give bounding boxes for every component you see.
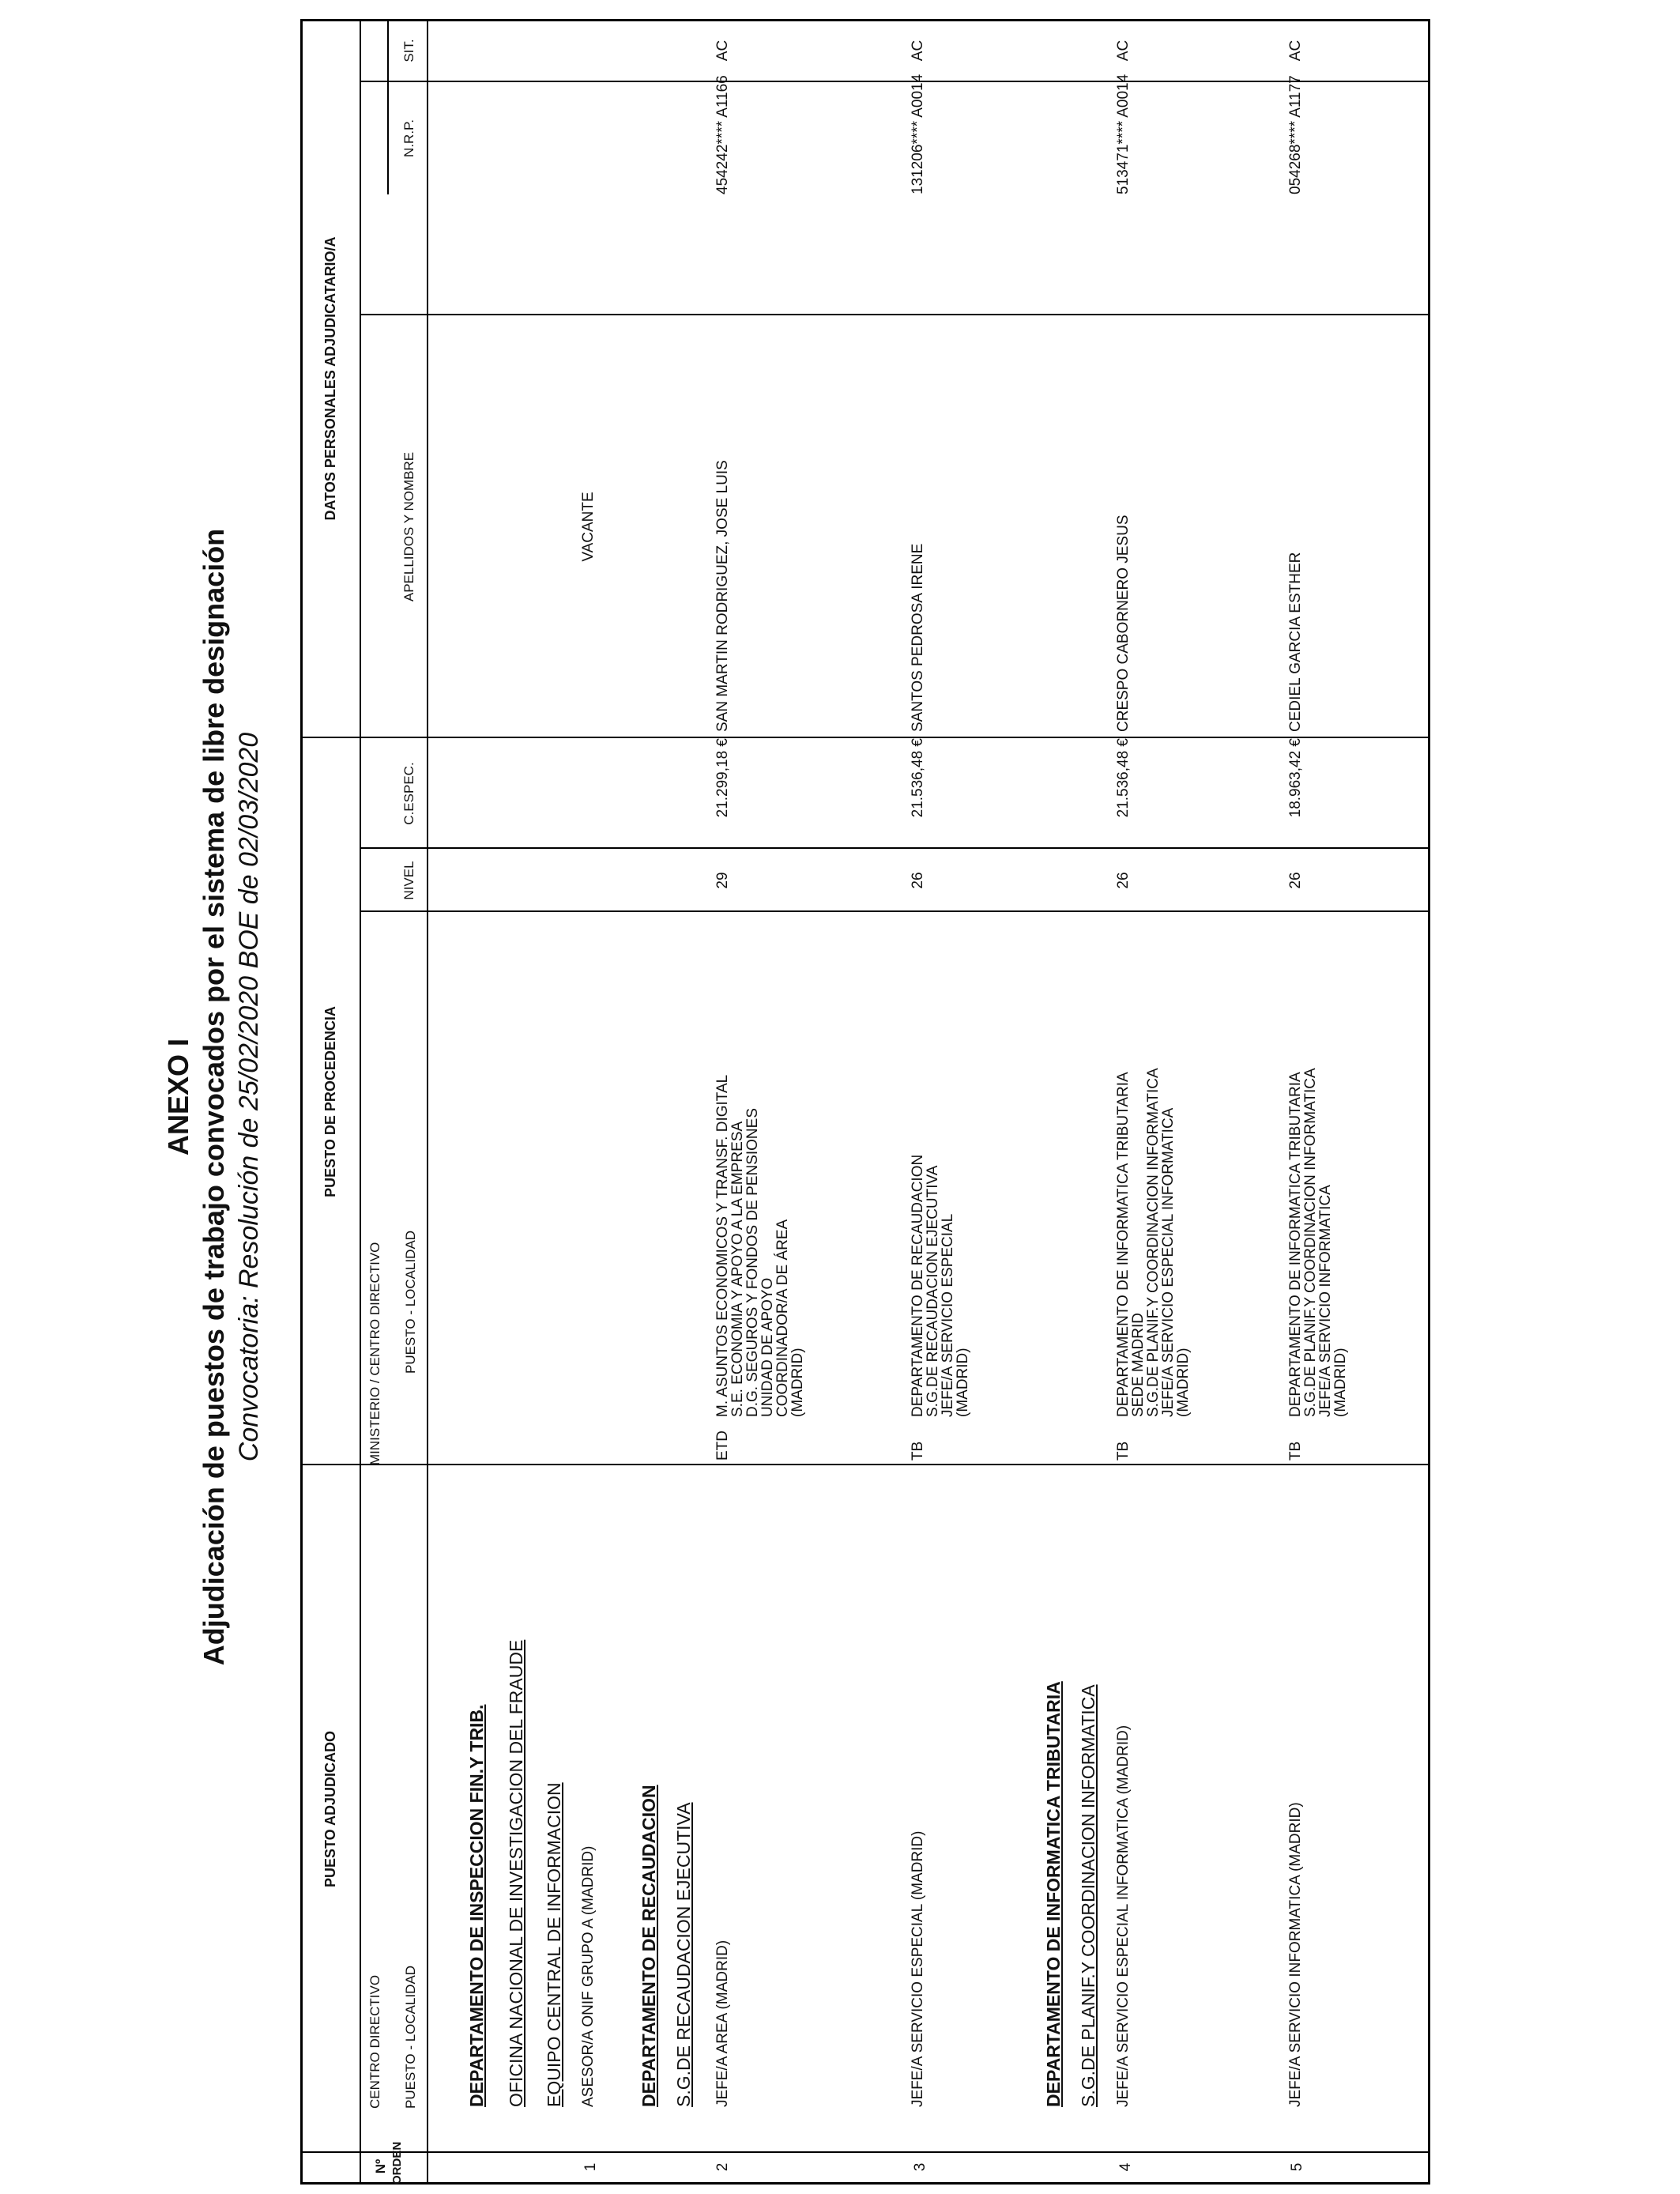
- col-nrp: N.R.P.: [401, 119, 416, 157]
- row2-nrp: 454242**** A1166: [714, 75, 731, 194]
- rule-nrp-sit: [387, 19, 389, 194]
- col-orden-2: ORDEN: [390, 2141, 404, 2185]
- col-puesto-localidad-proc: PUESTO - LOCALIDAD: [403, 1230, 418, 1374]
- row4-nivel: 26: [1115, 872, 1132, 889]
- rule-group-header: [360, 19, 361, 2185]
- row3-nivel: 26: [910, 872, 926, 889]
- row2-procedencia: M. ASUNTOS ECONOMICOS Y TRANSF. DIGITAL S.E. ECONOMIA Y APOYO A LA EMPRESA D.G. SEGUROS Y FONDOS DE PENSIONES UNIDAD DE APOYO COORDINADOR/A DE ÁREA (MADRID): [714, 1074, 806, 1417]
- row2-cespec: 21.299,18 €: [714, 738, 731, 818]
- row5-puesto: JEFE/A SERVICIO INFORMATICA (MADRID): [1287, 1802, 1304, 2107]
- row2-tipo: ETD: [714, 1431, 731, 1461]
- row4-nrp: 513471**** A0014: [1115, 74, 1132, 194]
- row2-nivel: 29: [714, 872, 731, 889]
- section-dept-informatica: DEPARTAMENTO DE INFORMATICA TRIBUTARIA: [1043, 1681, 1064, 2107]
- row1-nombre: VACANTE: [580, 492, 597, 562]
- rule-orden: [300, 2151, 1430, 2153]
- rule-column-header: [427, 19, 428, 2185]
- row5-sit: AC: [1287, 40, 1304, 62]
- col-centro-directivo: CENTRO DIRECTIVO: [367, 1974, 382, 2109]
- rule-cespec: [300, 737, 1430, 738]
- row5-nombre: CEDIEL GARCIA ESTHER: [1287, 552, 1304, 732]
- section-equipo-central: EQUIPO CENTRAL DE INFORMACION: [544, 1782, 564, 2107]
- rule-nombre: [360, 314, 1430, 315]
- row1-orden: 1: [582, 2162, 599, 2172]
- row4-procedencia: DEPARTAMENTO DE INFORMATICA TRIBUTARIA SEDE MADRID S.G.DE PLANIF.Y COORDINACION INFORMATICA JEFE/A SERVICIO ESPECIAL INFORMATICA (MADRID): [1115, 1068, 1192, 1417]
- row2-nombre: SAN MARTIN RODRIGUEZ, JOSE LUIS: [714, 460, 731, 732]
- page-title: ANEXO I: [162, 1038, 194, 1156]
- row5-nivel: 26: [1287, 872, 1304, 889]
- row4-tipo: TB: [1115, 1441, 1132, 1461]
- row3-nrp: 131206**** A0014: [910, 74, 926, 194]
- row3-procedencia: DEPARTAMENTO DE RECAUDACION S.G.DE RECAUDACION EJECUTIVA JEFE/A SERVICIO ESPECIAL (MADRID): [910, 1154, 971, 1417]
- row5-procedencia: DEPARTAMENTO DE INFORMATICA TRIBUTARIA S.G.DE PLANIF.Y COORDINACION INFORMATICA JEFE/A SERVICIO INFORMATICA (MADRID): [1287, 1068, 1349, 1417]
- col-ministerio-centro: MINISTERIO / CENTRO DIRECTIVO: [367, 1242, 382, 1465]
- row2-sit: AC: [714, 40, 731, 62]
- row3-tipo: TB: [910, 1441, 926, 1461]
- row5-nrp: 054268**** A1177: [1287, 75, 1304, 194]
- row3-puesto: JEFE/A SERVICIO ESPECIAL (MADRID): [910, 1830, 926, 2107]
- section-dept-inspeccion: DEPARTAMENTO DE INSPECCION FIN.Y TRIB.: [466, 1704, 487, 2107]
- col-sit: SIT.: [401, 39, 416, 62]
- page-subtitle: Adjudicación de puestos de trabajo convocados por el sistema de libre designación: [198, 528, 230, 1666]
- col-puesto-localidad: PUESTO - LOCALIDAD: [403, 1965, 418, 2109]
- row5-cespec: 18.963,42 €: [1287, 738, 1304, 818]
- row4-puesto: JEFE/A SERVICIO ESPECIAL INFORMATICA (MADRID): [1115, 1725, 1132, 2107]
- rule-procedencia: [360, 910, 1430, 912]
- row4-orden: 4: [1117, 2162, 1134, 2172]
- row2-orden: 2: [714, 2162, 731, 2172]
- row1-puesto: ASESOR/A ONIF GRUPO A (MADRID): [580, 1845, 597, 2107]
- section-onif: OFICINA NACIONAL DE INVESTIGACION DEL FRAUDE: [506, 1639, 526, 2107]
- row3-cespec: 21.536,48 €: [910, 738, 926, 818]
- section-sg-recaudacion: S.G.DE RECAUDACION EJECUTIVA: [673, 1802, 694, 2107]
- rule-nivel: [360, 847, 1430, 849]
- group-puesto-adjudicado: PUESTO ADJUDICADO: [322, 1730, 338, 1888]
- row5-tipo: TB: [1287, 1441, 1304, 1461]
- convocatoria-line: Convocatoria: Resolución de 25/02/2020 BOE de 02/03/2020: [234, 732, 264, 1462]
- row5-orden: 5: [1289, 2162, 1305, 2172]
- section-sg-planif: S.G.DE PLANIF.Y COORDINACION INFORMATICA: [1078, 1684, 1098, 2107]
- col-apellidos-nombre: APELLIDOS Y NOMBRE: [401, 451, 416, 602]
- row4-sit: AC: [1115, 40, 1132, 62]
- rule-nrp: [360, 81, 1430, 82]
- row4-cespec: 21.536,48 €: [1115, 738, 1132, 818]
- row3-sit: AC: [910, 40, 926, 62]
- col-cespec: C.ESPEC.: [401, 762, 416, 825]
- col-nivel: NIVEL: [401, 861, 416, 900]
- row2-puesto: JEFE/A AREA (MADRID): [714, 1940, 731, 2107]
- row4-nombre: CRESPO CABORNERO JESUS: [1115, 515, 1132, 732]
- group-datos-personales: DATOS PERSONALES ADJUDICATARIO/A: [322, 236, 338, 521]
- rule-adjudicado: [300, 1464, 1430, 1465]
- group-puesto-procedencia: PUESTO DE PROCEDENCIA: [322, 1006, 338, 1197]
- col-orden-1: Nº: [373, 2158, 388, 2174]
- row3-orden: 3: [912, 2162, 929, 2172]
- section-dept-recaudacion: DEPARTAMENTO DE RECAUDACION: [638, 1785, 659, 2107]
- row3-nombre: SANTOS PEDROSA IRENE: [910, 543, 926, 732]
